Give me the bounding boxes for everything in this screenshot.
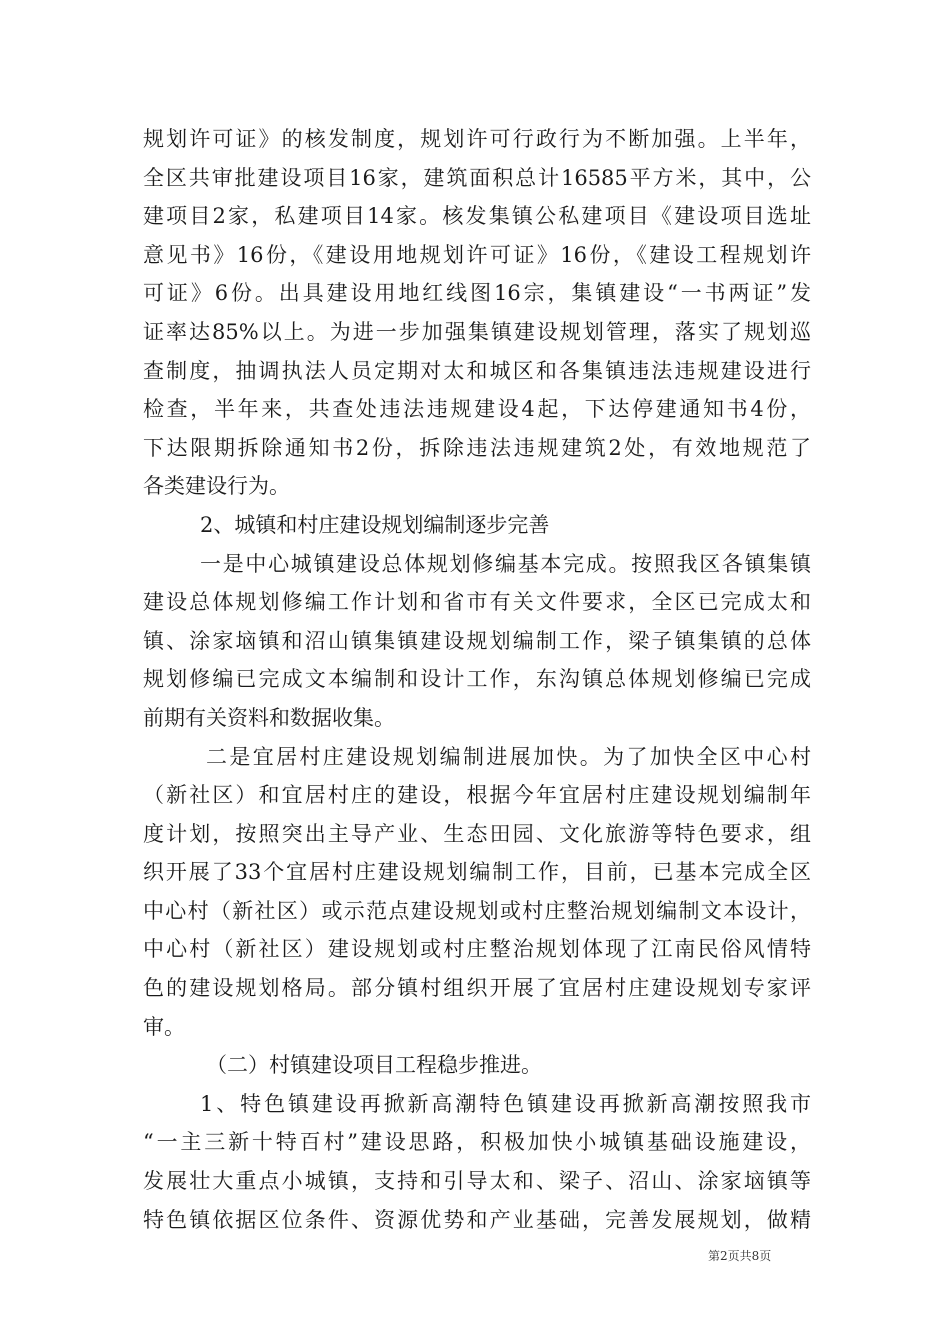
text-line: 建设总体规划修编工作计划和省市有关文件要求，全区已完成太和: [143, 590, 811, 615]
text-line: 色的建设规划格局。部分镇村组织开展了宜居村庄建设规划专家评: [143, 976, 811, 1001]
text-line: 1、特色镇建设再掀新高潮特色镇建设再掀新高潮按照我市: [200, 1091, 811, 1116]
text-line: 一是中心城镇建设总体规划修编基本完成。按照我区各镇集镇: [200, 551, 811, 576]
text-line: 可证》6份。出具建设用地红线图16宗，集镇建设“一书两证”发: [143, 281, 811, 306]
text-line: 2、城镇和村庄建设规划编制逐步完善: [200, 512, 550, 537]
text-line: 意见书》16份，《建设用地规划许可证》16份，《建设工程规划许: [143, 242, 811, 267]
text-line: 查制度，抽调执法人员定期对太和城区和各集镇违法违规建设进行: [143, 358, 811, 383]
text-line: 证率达85%以上。为进一步加强集镇建设规划管理，落实了规划巡: [143, 319, 811, 344]
text-line: 发展壮大重点小城镇，支持和引导太和、梁子、沼山、涂家垴镇等: [143, 1169, 811, 1194]
text-line: 度计划，按照突出主导产业、生态田园、文化旅游等特色要求，组: [143, 821, 811, 846]
text-line: 中心村（新社区）或示范点建设规划或村庄整治规划编制文本设计，: [143, 898, 811, 923]
text-line: 前期有关资料和数据收集。: [143, 705, 395, 730]
document-body: [143, 120, 811, 1239]
text-line: 审。: [143, 1014, 185, 1039]
page-number: 第2页共8页: [708, 1249, 772, 1263]
text-line: 特色镇依据区位条件、资源优势和产业基础，完善发展规划，做精: [143, 1207, 811, 1232]
text-line: 规划修编已完成文本编制和设计工作，东沟镇总体规划修编已完成: [143, 667, 811, 692]
text-line: 二是宜居村庄建设规划编制进展加快。为了加快全区中心村: [206, 744, 811, 769]
text-line: 中心村（新社区）建设规划或村庄整治规划体现了江南民俗风情特: [143, 937, 811, 962]
text-line: 规划许可证》的核发制度，规划许可行政行为不断加强。上半年，: [143, 127, 811, 151]
text-line: 检查，半年来，共查处违法违规建设4起，下达停建通知书4份，: [143, 397, 811, 422]
text-line: 织开展了33个宜居村庄建设规划编制工作，目前，已基本完成全区: [143, 860, 811, 885]
text-line: 全区共审批建设项目16家，建筑面积总计16585平方米，其中，公: [143, 165, 811, 190]
text-line: 各类建设行为。: [143, 474, 290, 499]
text-line: （二）村镇建设项目工程稳步推进。: [206, 1053, 542, 1078]
text-line: 镇、涂家垴镇和沼山镇集镇建设规划编制工作，梁子镇集镇的总体: [143, 628, 811, 653]
text-line: 下达限期拆除通知书2份，拆除违法违规建筑2处，有效地规范了: [143, 435, 811, 460]
text-line: “一主三新十特百村”建设思路，积极加快小城镇基础设施建设，: [143, 1130, 811, 1155]
text-line: 建项目2家，私建项目14家。核发集镇公私建项目《建设项目选址: [143, 204, 811, 229]
text-line: （新社区）和宜居村庄的建设，根据今年宜居村庄建设规划编制年: [143, 783, 811, 808]
